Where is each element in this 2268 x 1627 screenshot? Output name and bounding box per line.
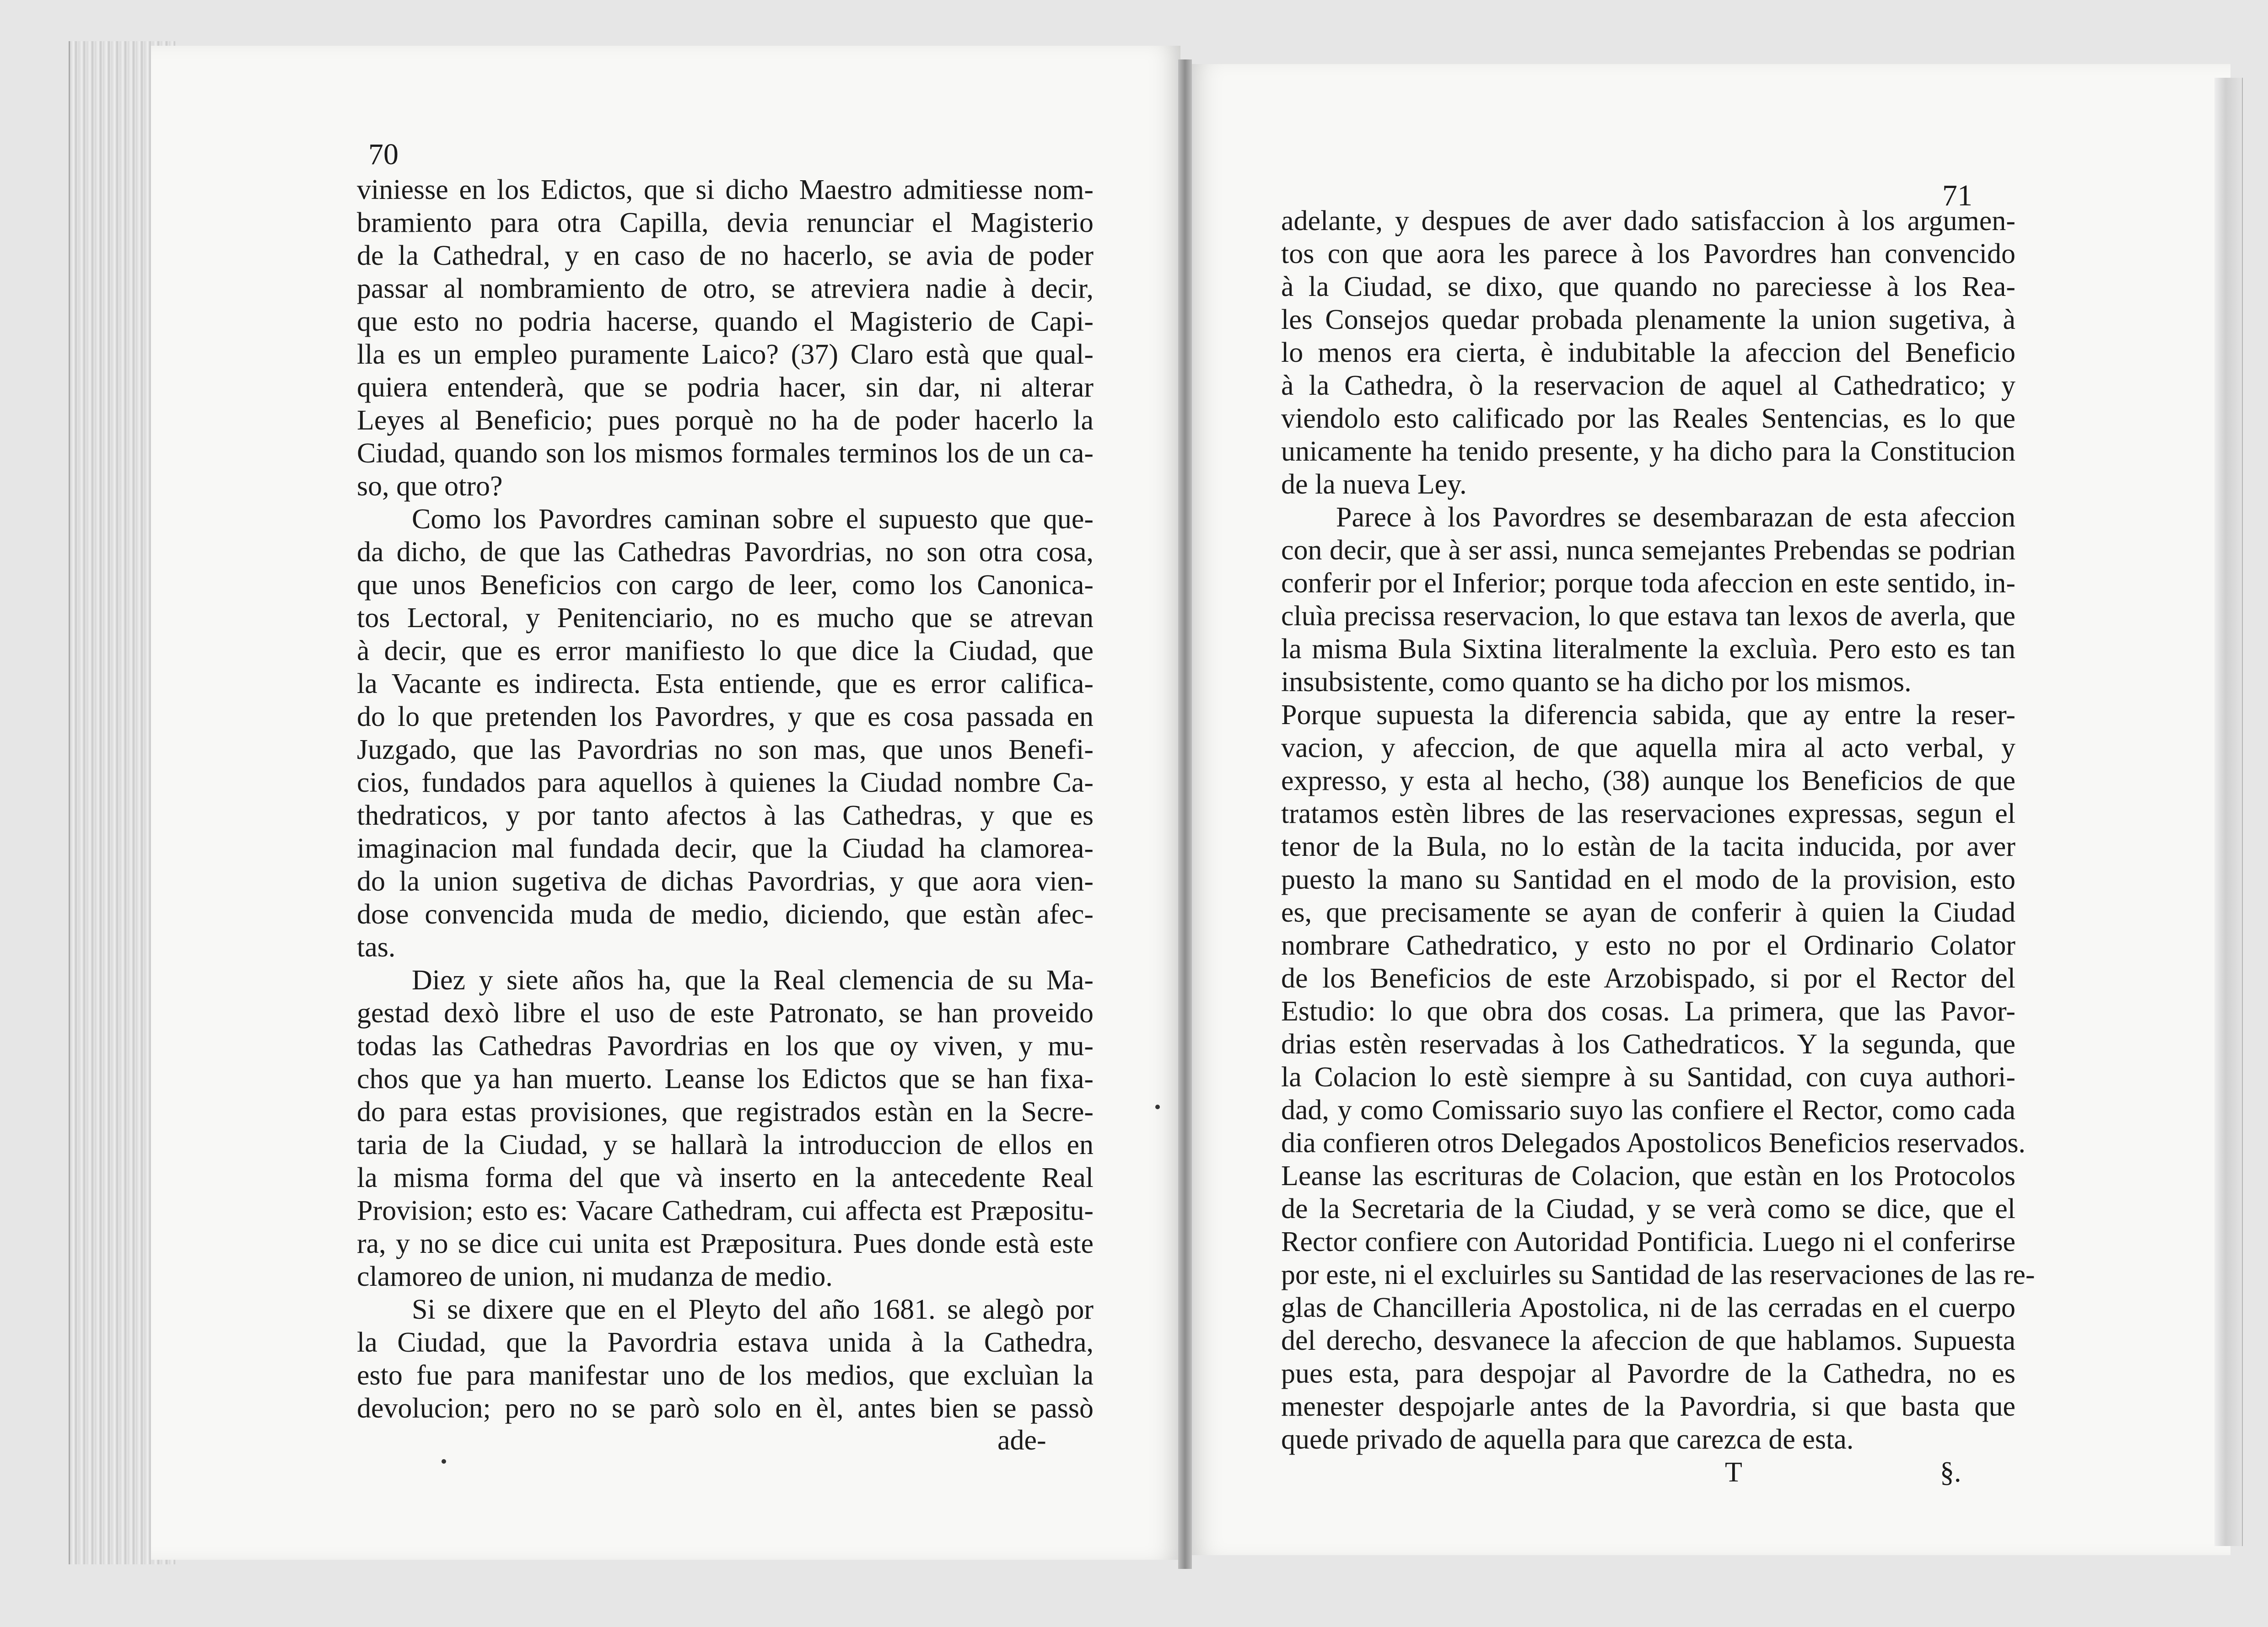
text-line: de los Beneficios de este Arzobispado, si por el Rector del <box>1281 963 2015 994</box>
text-line: Si se dixere que en el Pleyto del año 1681. se alegò por <box>412 1294 1094 1325</box>
text-line: à la Cathedra, ò la reservacion de aquel al Cathedratico; y <box>1281 370 2015 401</box>
text-line: es, que precisamente se ayan de conferir à quien la Ciudad <box>1281 897 2015 928</box>
text-line: devolucion; pero no se parò solo en èl, antes bien se passò <box>357 1393 1094 1424</box>
text-line: dose convencida muda de medio, diciendo, que estàn afec- <box>357 899 1094 930</box>
text-line: Porque supuesta la diferencia sabida, que ay entre la reser- <box>1281 699 2015 730</box>
right-page-number: 71 <box>1942 179 1972 212</box>
text-line: bramiento para otra Capilla, devia renunciar el Magisterio <box>357 207 1094 238</box>
text-line: Leanse las escrituras de Colacion, que estàn en los Protocolos <box>1281 1160 2015 1192</box>
text-line: insubsistente, como quanto se ha dicho por los mismos. <box>1281 666 1912 698</box>
text-line: del derecho, desvanece la afeccion de que hablamos. Supuesta <box>1281 1325 2015 1356</box>
text-line: les Consejos quedar probada plenamente la union sugetiva, à <box>1281 304 2015 335</box>
text-line: viendolo esto calificado por las Reales Sentencias, es lo que <box>1281 403 2015 434</box>
text-line: Rector confiere con Autoridad Pontificia. Luego ni el conferirse <box>1281 1226 2015 1257</box>
text-line: thedraticos, y por tanto afectos à las Cathedras, y que es <box>357 800 1094 831</box>
text-line: Diez y siete años ha, que la Real clemencia de su Ma- <box>412 965 1094 996</box>
text-line: dad, y como Comissario suyo las confiere el Rector, como cada <box>1281 1095 2015 1126</box>
text-line: tos Lectoral, y Penitenciario, no es mucho que se atrevan <box>357 602 1094 634</box>
text-line: gestad dexò libre el uso de este Patronato, se han proveido <box>357 998 1094 1029</box>
text-line: conferir por el Inferior; porque toda afeccion en este sentido, in- <box>1281 568 2015 599</box>
text-line: do lo que pretenden los Pavordres, y que es cosa passada en <box>357 701 1094 732</box>
text-line: expresso, y esta al hecho, (38) aunque los Beneficios de que <box>1281 765 2015 796</box>
text-line: con decir, que à ser assi, nunca semejantes Prebendas se podrian <box>1281 535 2015 566</box>
text-line: que unos Beneficios con cargo de leer, como los Canonica- <box>357 569 1094 601</box>
text-line: la Ciudad, que la Pavordria estava unida à la Cathedra, <box>357 1327 1094 1358</box>
text-line: la misma forma del que và inserto en la antecedente Real <box>357 1162 1094 1193</box>
text-line: Ciudad, quando son los mismos formales terminos los de un ca- <box>357 438 1094 469</box>
text-line: lla es un empleo puramente Laico? (37) Claro està que qual- <box>357 339 1094 370</box>
text-line: Juzgado, que las Pavordrias no son mas, que unos Benefi- <box>357 734 1094 765</box>
text-line: drias estèn reservadas à los Cathedraticos. Y la segunda, que <box>1281 1029 2015 1060</box>
text-line: Provision; esto es: Vacare Cathedram, cui affecta est Præpositu- <box>357 1195 1094 1226</box>
text-line: quede privado de aquella para que carezca de esta. <box>1281 1424 1854 1455</box>
text-line: à la Ciudad, se dixo, que quando no pareciesse à los Rea- <box>1281 271 2015 302</box>
text-line: Parece à los Pavordres se desembarazan de esta afeccion <box>1336 502 2015 533</box>
text-line: passar al nombramiento de otro, se atreviera nadie à decir, <box>357 273 1094 304</box>
right-page-edge <box>2214 78 2243 1546</box>
text-line: tas. <box>357 932 396 963</box>
text-line: ra, y no se dice cui unita est Præpositura. Pues donde està este <box>357 1228 1094 1259</box>
text-line: clamoreo de union, ni mudanza de medio. <box>357 1261 833 1292</box>
text-line: à decir, que es error manifiesto lo que dice la Ciudad, que <box>357 635 1094 666</box>
text-line: de la nueva Ley. <box>1281 469 1467 500</box>
text-line: la Colacion lo estè siempre à su Santidad, con cuya authori- <box>1281 1062 2015 1093</box>
text-line: menester despojarle antes de la Pavordria, si que basta que <box>1281 1391 2015 1422</box>
text-line: viniesse en los Edictos, que si dicho Maestro admitiesse nom- <box>357 174 1094 205</box>
right-catchword: §. <box>1940 1457 1961 1488</box>
text-line: por este, ni el excluirles su Santidad de las reservaciones de las re- <box>1281 1259 2035 1290</box>
text-line: vacion, y afeccion, de que aquella mira al acto verbal, y <box>1281 732 2015 763</box>
text-line: adelante, y despues de aver dado satisfaccion à los argumen- <box>1281 205 2015 236</box>
text-line: da dicho, de que las Cathedras Pavordrias, no son otra cosa, <box>357 537 1094 568</box>
text-line: nombrare Cathedratico, y esto no por el Ordinario Colator <box>1281 930 2015 961</box>
text-line: puesto la mano su Santidad en el modo de la provision, esto <box>1281 864 2015 895</box>
text-line: que esto no podria hacerse, quando el Magisterio de Capi- <box>357 306 1094 337</box>
text-line: esto fue para manifestar uno de los medios, que excluìan la <box>357 1360 1094 1391</box>
text-line: cios, fundados para aquellos à quienes la Ciudad nombre Ca- <box>357 767 1094 798</box>
text-line: Leyes al Beneficio; pues porquè no ha de poder hacerlo la <box>357 405 1094 436</box>
text-line: cluìa precissa reservacion, lo que estava tan lexos de averla, que <box>1281 601 2015 632</box>
text-line: de la Cathedral, y en caso de no hacerlo, se avia de poder <box>357 240 1094 271</box>
text-line: todas las Cathedras Pavordrias en los que oy viven, y mu- <box>357 1031 1094 1062</box>
text-line: tos con que aora les parece à los Pavordres han convencido <box>1281 238 2015 269</box>
text-line: Como los Pavordres caminan sobre el supuesto que que- <box>412 504 1094 535</box>
text-line: taria de la Ciudad, y se hallarà la introduccion de ellos en <box>357 1129 1094 1160</box>
text-line: la Vacante es indirecta. Esta entiende, que es error califica- <box>357 668 1094 699</box>
text-line: pues esta, para despojar al Pavordre de la Cathedra, no es <box>1281 1358 2015 1389</box>
text-line: do para estas provisiones, que registrados estàn en la Secre- <box>357 1096 1094 1128</box>
text-line: lo menos era cierta, è indubitable la afeccion del Beneficio <box>1281 337 2015 368</box>
text-line: glas de Chancilleria Apostolica, ni de las cerradas en el cuerpo <box>1281 1292 2015 1323</box>
text-line: la misma Bula Sixtina literalmente la excluìa. Pero esto es tan <box>1281 634 2015 665</box>
text-line: de la Secretaria de la Ciudad, y se verà como se dice, que el <box>1281 1193 2015 1224</box>
text-line: imaginacion mal fundada decir, que la Ciudad ha clamorea- <box>357 833 1094 864</box>
ink-speck <box>1155 1105 1160 1109</box>
left-catchword: ade- <box>997 1425 1046 1456</box>
text-line: dia confieren otros Delegados Apostolicos Beneficios reservados. <box>1281 1128 2026 1159</box>
left-page-number: 70 <box>368 138 399 171</box>
text-line: tenor de la Bula, no lo estàn de la tacita inducida, por aver <box>1281 831 2015 862</box>
signature-mark: T <box>1725 1457 1742 1488</box>
text-line: tratamos estèn libres de las reservaciones expressas, segun el <box>1281 798 2015 829</box>
text-line: quiera entenderà, que se podria hacer, sin dar, ni alterar <box>357 372 1094 403</box>
text-line: unicamente ha tenido presente, y ha dicho para la Constitucion <box>1281 436 2015 467</box>
text-line: do la union sugetiva de dichas Pavordrias, y que aora vien- <box>357 866 1094 897</box>
ink-speck <box>442 1459 446 1464</box>
text-line: chos que ya han muerto. Leanse los Edictos que se han fixa- <box>357 1063 1094 1095</box>
book-gutter <box>1178 59 1192 1569</box>
text-line: so, que otro? <box>357 471 503 502</box>
text-line: Estudio: lo que obra dos cosas. La primera, que las Pavor- <box>1281 996 2015 1027</box>
